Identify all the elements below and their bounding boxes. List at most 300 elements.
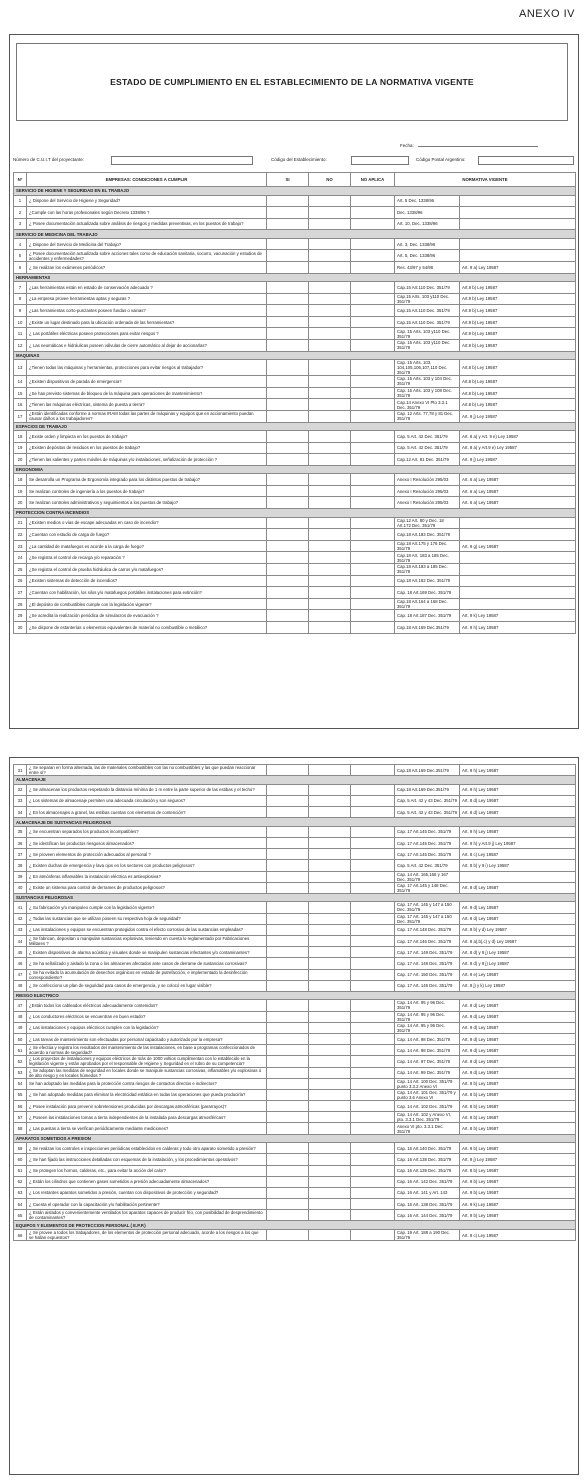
table-row bbox=[14, 1199, 576, 1210]
normativa-law: Art. 9 h) y Art.9 j) Ley 19587 bbox=[460, 837, 576, 848]
no-checkbox-cell[interactable] bbox=[309, 250, 351, 262]
no-checkbox-cell[interactable] bbox=[309, 195, 351, 207]
si-checkbox-cell[interactable] bbox=[267, 882, 309, 893]
table-row bbox=[14, 552, 576, 564]
si-checkbox-cell[interactable] bbox=[267, 1067, 309, 1078]
si-checkbox-cell[interactable] bbox=[267, 837, 309, 848]
no-aplica-checkbox-cell[interactable] bbox=[351, 540, 395, 552]
normativa-decree: Anexo VI pto. 3.3.1 Dec. 351/79 bbox=[395, 1123, 460, 1134]
no-checkbox-cell[interactable] bbox=[309, 485, 351, 497]
no-checkbox-cell[interactable] bbox=[309, 587, 351, 599]
si-checkbox-cell[interactable] bbox=[267, 305, 309, 317]
si-checkbox-cell[interactable] bbox=[267, 795, 309, 806]
no-aplica-checkbox-cell[interactable] bbox=[351, 765, 395, 776]
no-aplica-checkbox-cell[interactable] bbox=[351, 1000, 395, 1011]
table-row bbox=[14, 913, 576, 924]
no-checkbox-cell[interactable] bbox=[309, 328, 351, 340]
row-number: 45 bbox=[14, 947, 27, 958]
date-field[interactable] bbox=[400, 143, 538, 148]
si-checkbox-cell[interactable] bbox=[267, 540, 309, 552]
no-checkbox-cell[interactable] bbox=[309, 474, 351, 486]
postal-input[interactable] bbox=[478, 156, 574, 165]
condition-text: ¿Se dispone de estanterías o elementos equivalentes de material no combustible o metálico? bbox=[27, 621, 267, 633]
no-checkbox-cell[interactable] bbox=[309, 1199, 351, 1210]
table-row bbox=[14, 340, 576, 352]
normativa-decree: Cap. 14 Art. 101 Dec. 351/79 y punto 3.6 Anexo VI bbox=[395, 1089, 460, 1100]
si-checkbox-cell[interactable] bbox=[267, 958, 309, 969]
no-checkbox-cell[interactable] bbox=[309, 552, 351, 564]
normativa-law: Art. 8 b) Ley 19587 bbox=[460, 1101, 576, 1112]
no-aplica-checkbox-cell[interactable] bbox=[351, 316, 395, 328]
no-aplica-checkbox-cell[interactable] bbox=[351, 340, 395, 352]
table-row bbox=[14, 1210, 576, 1221]
date-line[interactable] bbox=[418, 146, 538, 147]
normativa-decree: Cap.18 Art.169 Dec.351/79 bbox=[395, 765, 460, 776]
no-aplica-checkbox-cell[interactable] bbox=[351, 1199, 395, 1210]
no-checkbox-cell[interactable] bbox=[309, 784, 351, 795]
row-number: 48 bbox=[14, 980, 27, 991]
no-checkbox-cell[interactable] bbox=[309, 207, 351, 219]
col-no-aplica: NO APLICA bbox=[351, 173, 395, 187]
no-aplica-checkbox-cell[interactable] bbox=[351, 587, 395, 599]
no-aplica-checkbox-cell[interactable] bbox=[351, 485, 395, 497]
si-checkbox-cell[interactable] bbox=[267, 497, 309, 509]
no-aplica-checkbox-cell[interactable] bbox=[351, 575, 395, 587]
si-checkbox-cell[interactable] bbox=[267, 1210, 309, 1221]
si-checkbox-cell[interactable] bbox=[267, 218, 309, 230]
no-aplica-checkbox-cell[interactable] bbox=[351, 935, 395, 946]
no-aplica-checkbox-cell[interactable] bbox=[351, 947, 395, 958]
si-checkbox-cell[interactable] bbox=[267, 1165, 309, 1176]
si-checkbox-cell[interactable] bbox=[267, 442, 309, 454]
normativa-law: Art. 9 j) y k) Ley 19587 bbox=[460, 980, 576, 991]
no-checkbox-cell[interactable] bbox=[309, 1176, 351, 1187]
si-checkbox-cell[interactable] bbox=[267, 316, 309, 328]
normativa-law: Art. 8 b) y 9 i) Ley 19587 bbox=[460, 860, 576, 871]
no-aplica-checkbox-cell[interactable] bbox=[351, 328, 395, 340]
row-number: 18 bbox=[14, 431, 27, 443]
no-checkbox-cell[interactable] bbox=[309, 218, 351, 230]
si-checkbox-cell[interactable] bbox=[267, 1078, 309, 1089]
normativa-decree: Cap.12 Art. 81 Dec. 351/79 bbox=[395, 454, 460, 466]
si-checkbox-cell[interactable] bbox=[267, 1199, 309, 1210]
no-checkbox-cell[interactable] bbox=[309, 598, 351, 610]
si-checkbox-cell[interactable] bbox=[267, 913, 309, 924]
si-checkbox-cell[interactable] bbox=[267, 1176, 309, 1187]
no-aplica-checkbox-cell[interactable] bbox=[351, 826, 395, 837]
no-checkbox-cell[interactable] bbox=[309, 1033, 351, 1044]
no-checkbox-cell[interactable] bbox=[309, 924, 351, 935]
no-aplica-checkbox-cell[interactable] bbox=[351, 238, 395, 250]
no-checkbox-cell[interactable] bbox=[309, 621, 351, 633]
no-aplica-checkbox-cell[interactable] bbox=[351, 1123, 395, 1134]
no-aplica-checkbox-cell[interactable] bbox=[351, 1101, 395, 1112]
si-checkbox-cell[interactable] bbox=[267, 902, 309, 913]
normativa-law: Art. 9 h) Ley 19587 bbox=[460, 621, 576, 633]
no-aplica-checkbox-cell[interactable] bbox=[351, 902, 395, 913]
no-aplica-checkbox-cell[interactable] bbox=[351, 410, 395, 422]
si-checkbox-cell[interactable] bbox=[267, 1000, 309, 1011]
no-checkbox-cell[interactable] bbox=[309, 980, 351, 991]
no-checkbox-cell[interactable] bbox=[309, 610, 351, 622]
no-aplica-checkbox-cell[interactable] bbox=[351, 261, 395, 273]
no-aplica-checkbox-cell[interactable] bbox=[351, 1143, 395, 1154]
table-row bbox=[14, 497, 576, 509]
no-aplica-checkbox-cell[interactable] bbox=[351, 293, 395, 305]
no-aplica-checkbox-cell[interactable] bbox=[351, 1011, 395, 1022]
no-checkbox-cell[interactable] bbox=[309, 871, 351, 882]
no-aplica-checkbox-cell[interactable] bbox=[351, 1033, 395, 1044]
table-row bbox=[14, 282, 576, 294]
normativa-decree: Cap. 18 Art.187 Dec. 351/79 bbox=[395, 610, 460, 622]
no-checkbox-cell[interactable] bbox=[309, 360, 351, 376]
no-checkbox-cell[interactable] bbox=[309, 1000, 351, 1011]
no-checkbox-cell[interactable] bbox=[309, 376, 351, 388]
si-checkbox-cell[interactable] bbox=[267, 1045, 309, 1056]
si-checkbox-cell[interactable] bbox=[267, 485, 309, 497]
no-aplica-checkbox-cell[interactable] bbox=[351, 610, 395, 622]
no-checkbox-cell[interactable] bbox=[309, 305, 351, 317]
no-checkbox-cell[interactable] bbox=[309, 282, 351, 294]
no-checkbox-cell[interactable] bbox=[309, 969, 351, 980]
normativa-decree: Cap. 5 Art. 42 y 43 Dec. 351/79 bbox=[395, 807, 460, 818]
condition-text: ¿ Se ha evitado la acumulación de desechos orgánicos en estado de putrefacción, e implementado la desinfección correspondiente? bbox=[27, 969, 267, 980]
no-aplica-checkbox-cell[interactable] bbox=[351, 1067, 395, 1078]
row-number: 4 bbox=[14, 238, 27, 250]
table-row bbox=[14, 485, 576, 497]
row-number: 41 bbox=[14, 902, 27, 913]
si-checkbox-cell[interactable] bbox=[267, 849, 309, 860]
si-checkbox-cell[interactable] bbox=[267, 340, 309, 352]
no-aplica-checkbox-cell[interactable] bbox=[351, 795, 395, 806]
no-checkbox-cell[interactable] bbox=[309, 882, 351, 893]
no-checkbox-cell[interactable] bbox=[309, 1011, 351, 1022]
table-row bbox=[14, 442, 576, 454]
si-checkbox-cell[interactable] bbox=[267, 621, 309, 633]
no-checkbox-cell[interactable] bbox=[309, 849, 351, 860]
si-checkbox-cell[interactable] bbox=[267, 1056, 309, 1067]
no-checkbox-cell[interactable] bbox=[309, 826, 351, 837]
normativa-law: Art. 9 d) Ley 19587 bbox=[460, 1022, 576, 1033]
condition-text: ¿ Se encuentran separados los productos incompatibles? bbox=[27, 826, 267, 837]
si-checkbox-cell[interactable] bbox=[267, 807, 309, 818]
si-checkbox-cell[interactable] bbox=[267, 195, 309, 207]
normativa-law bbox=[460, 218, 576, 230]
no-aplica-checkbox-cell[interactable] bbox=[351, 882, 395, 893]
si-checkbox-cell[interactable] bbox=[267, 610, 309, 622]
no-checkbox-cell[interactable] bbox=[309, 442, 351, 454]
si-checkbox-cell[interactable] bbox=[267, 1089, 309, 1100]
si-checkbox-cell[interactable] bbox=[267, 1187, 309, 1198]
normativa-law: Art. 8 d) Ley 19587 bbox=[460, 807, 576, 818]
si-checkbox-cell[interactable] bbox=[267, 261, 309, 273]
row-number: 40 bbox=[14, 882, 27, 893]
no-aplica-checkbox-cell[interactable] bbox=[351, 1154, 395, 1165]
condition-text: ¿ Se adoptan las medidas de seguridad en locales donde se manipule sustancias corrosivas, inflamables y/o explosivas ó de alto riesgo y en locales húmedos ? bbox=[27, 1067, 267, 1078]
no-aplica-checkbox-cell[interactable] bbox=[351, 1056, 395, 1067]
no-checkbox-cell[interactable] bbox=[309, 1187, 351, 1198]
establishment-input[interactable] bbox=[351, 156, 409, 165]
no-aplica-checkbox-cell[interactable] bbox=[351, 360, 395, 376]
no-checkbox-cell[interactable] bbox=[309, 1112, 351, 1123]
no-aplica-checkbox-cell[interactable] bbox=[351, 563, 395, 575]
no-checkbox-cell[interactable] bbox=[309, 517, 351, 529]
row-number: 8 bbox=[14, 293, 27, 305]
title-box bbox=[16, 43, 568, 121]
row-number: 22 bbox=[14, 529, 27, 541]
si-checkbox-cell[interactable] bbox=[267, 474, 309, 486]
normativa-decree: Cap. 17 Art. 145 Dec. 351/79 bbox=[395, 980, 460, 991]
normativa-law: Art. 8 d) y 9 j) Ley 19587 bbox=[460, 947, 576, 958]
normativa-decree: Cap. 17 Art. 148 Dec. 351/79 bbox=[395, 958, 460, 969]
no-checkbox-cell[interactable] bbox=[309, 454, 351, 466]
no-aplica-checkbox-cell[interactable] bbox=[351, 529, 395, 541]
no-checkbox-cell[interactable] bbox=[309, 1143, 351, 1154]
condition-text: ¿El depósito de combustibles cumple con la legislación vigente? bbox=[27, 598, 267, 610]
no-checkbox-cell[interactable] bbox=[309, 238, 351, 250]
no-aplica-checkbox-cell[interactable] bbox=[351, 207, 395, 219]
row-number: 27 bbox=[14, 587, 27, 599]
condition-text: ¿ Están aislados y convenientemente ventilados los aparatos capaces de producir frío, con posibilidad de desprendimiento de contaminantes? bbox=[27, 1210, 267, 1221]
no-aplica-checkbox-cell[interactable] bbox=[351, 250, 395, 262]
no-checkbox-cell[interactable] bbox=[309, 387, 351, 399]
normativa-decree: Cap. 14 Art. 95 y 96 Dec. 351/79 bbox=[395, 1011, 460, 1022]
si-checkbox-cell[interactable] bbox=[267, 826, 309, 837]
no-aplica-checkbox-cell[interactable] bbox=[351, 376, 395, 388]
no-checkbox-cell[interactable] bbox=[309, 795, 351, 806]
si-checkbox-cell[interactable] bbox=[267, 410, 309, 422]
no-checkbox-cell[interactable] bbox=[309, 340, 351, 352]
no-aplica-checkbox-cell[interactable] bbox=[351, 958, 395, 969]
no-aplica-checkbox-cell[interactable] bbox=[351, 442, 395, 454]
si-checkbox-cell[interactable] bbox=[267, 1101, 309, 1112]
condition-text: ¿ Los proyectos de instalaciones y equipos eléctricos de más de 1000 voltios cumplimentan con lo establecido en la legislación vigente y están aprobados por el responsable de Higiene y Seguridad en el rubro de su competencia? bbox=[27, 1056, 267, 1067]
no-checkbox-cell[interactable] bbox=[309, 913, 351, 924]
normativa-decree: Cap.18 Art.169 Dec.351/79 bbox=[395, 784, 460, 795]
normativa-decree: Cap.18 Art.182 Dec. 351/79 bbox=[395, 575, 460, 587]
table-row bbox=[14, 1011, 576, 1022]
si-checkbox-cell[interactable] bbox=[267, 282, 309, 294]
table-row bbox=[14, 376, 576, 388]
normativa-law: Art. 9 k) Ley 19587 bbox=[460, 1199, 576, 1210]
condition-text: ¿Cuentan con estudio de carga de fuego? bbox=[27, 529, 267, 541]
condition-text: ¿ En atmósferas inflamables la instalación eléctrica es antiexplosiva? bbox=[27, 871, 267, 882]
si-checkbox-cell[interactable] bbox=[267, 399, 309, 411]
si-checkbox-cell[interactable] bbox=[267, 575, 309, 587]
no-aplica-checkbox-cell[interactable] bbox=[351, 1078, 395, 1089]
no-aplica-checkbox-cell[interactable] bbox=[351, 969, 395, 980]
no-checkbox-cell[interactable] bbox=[309, 293, 351, 305]
no-checkbox-cell[interactable] bbox=[309, 1154, 351, 1165]
si-checkbox-cell[interactable] bbox=[267, 563, 309, 575]
table-row bbox=[14, 1112, 576, 1123]
no-checkbox-cell[interactable] bbox=[309, 1056, 351, 1067]
no-aplica-checkbox-cell[interactable] bbox=[351, 621, 395, 633]
no-aplica-checkbox-cell[interactable] bbox=[351, 1112, 395, 1123]
no-aplica-checkbox-cell[interactable] bbox=[351, 924, 395, 935]
condition-text: ¿ Los conductores eléctricos se encuentran en buen estado? bbox=[27, 1011, 267, 1022]
no-aplica-checkbox-cell[interactable] bbox=[351, 1022, 395, 1033]
no-aplica-checkbox-cell[interactable] bbox=[351, 474, 395, 486]
si-checkbox-cell[interactable] bbox=[267, 238, 309, 250]
no-aplica-checkbox-cell[interactable] bbox=[351, 784, 395, 795]
row-number: 24 bbox=[14, 552, 27, 564]
no-aplica-checkbox-cell[interactable] bbox=[351, 849, 395, 860]
no-aplica-checkbox-cell[interactable] bbox=[351, 399, 395, 411]
no-checkbox-cell[interactable] bbox=[309, 563, 351, 575]
no-aplica-checkbox-cell[interactable] bbox=[351, 218, 395, 230]
condition-text: ¿ Se fabrican, depositan o manipulan sustancias explosivas, teniendo en cuenta lo reglamentado por Fabricaciones Militares ? bbox=[27, 935, 267, 946]
form-page-2 bbox=[9, 757, 579, 1475]
no-checkbox-cell[interactable] bbox=[309, 1229, 351, 1240]
si-checkbox-cell[interactable] bbox=[267, 1143, 309, 1154]
si-checkbox-cell[interactable] bbox=[267, 587, 309, 599]
table-row bbox=[14, 1022, 576, 1033]
no-aplica-checkbox-cell[interactable] bbox=[351, 598, 395, 610]
si-checkbox-cell[interactable] bbox=[267, 207, 309, 219]
no-checkbox-cell[interactable] bbox=[309, 1123, 351, 1134]
si-checkbox-cell[interactable] bbox=[267, 360, 309, 376]
si-checkbox-cell[interactable] bbox=[267, 1154, 309, 1165]
si-checkbox-cell[interactable] bbox=[267, 1229, 309, 1240]
no-aplica-checkbox-cell[interactable] bbox=[351, 1210, 395, 1221]
normativa-decree: Cap. 17 Art.145 y 148 Dec. 351/79 bbox=[395, 882, 460, 893]
no-aplica-checkbox-cell[interactable] bbox=[351, 837, 395, 848]
no-aplica-checkbox-cell[interactable] bbox=[351, 1045, 395, 1056]
no-checkbox-cell[interactable] bbox=[309, 410, 351, 422]
condition-text: ¿ Existe un sistema para control de derrames de productos peligrosos? bbox=[27, 882, 267, 893]
si-checkbox-cell[interactable] bbox=[267, 293, 309, 305]
no-checkbox-cell[interactable] bbox=[309, 765, 351, 776]
no-checkbox-cell[interactable] bbox=[309, 540, 351, 552]
no-checkbox-cell[interactable] bbox=[309, 575, 351, 587]
si-checkbox-cell[interactable] bbox=[267, 784, 309, 795]
no-aplica-checkbox-cell[interactable] bbox=[351, 913, 395, 924]
si-checkbox-cell[interactable] bbox=[267, 376, 309, 388]
si-checkbox-cell[interactable] bbox=[267, 1022, 309, 1033]
condition-text: ¿Las herramientas corto-punzantes poseen fundas o vainas? bbox=[27, 305, 267, 317]
si-checkbox-cell[interactable] bbox=[267, 529, 309, 541]
normativa-decree: Cap. 14 Art. 102 y Anexo VI, pto. 3.3.1 Dec. 351/79 bbox=[395, 1112, 460, 1123]
si-checkbox-cell[interactable] bbox=[267, 328, 309, 340]
table-row bbox=[14, 1101, 576, 1112]
table-row bbox=[14, 621, 576, 633]
row-number: 47 bbox=[14, 969, 27, 980]
row-number: 38 bbox=[14, 860, 27, 871]
no-aplica-checkbox-cell[interactable] bbox=[351, 552, 395, 564]
no-aplica-checkbox-cell[interactable] bbox=[351, 807, 395, 818]
no-checkbox-cell[interactable] bbox=[309, 1210, 351, 1221]
si-checkbox-cell[interactable] bbox=[267, 387, 309, 399]
row-number: 44 bbox=[14, 935, 27, 946]
row-number: 36 bbox=[14, 837, 27, 848]
si-checkbox-cell[interactable] bbox=[267, 517, 309, 529]
si-checkbox-cell[interactable] bbox=[267, 598, 309, 610]
normativa-law bbox=[460, 238, 576, 250]
no-aplica-checkbox-cell[interactable] bbox=[351, 454, 395, 466]
no-aplica-checkbox-cell[interactable] bbox=[351, 980, 395, 991]
condition-text: ¿Existe un lugar destinado para la ubicación ordenada de las herramientas? bbox=[27, 316, 267, 328]
no-aplica-checkbox-cell[interactable] bbox=[351, 282, 395, 294]
no-checkbox-cell[interactable] bbox=[309, 837, 351, 848]
no-checkbox-cell[interactable] bbox=[309, 399, 351, 411]
no-aplica-checkbox-cell[interactable] bbox=[351, 1187, 395, 1198]
no-checkbox-cell[interactable] bbox=[309, 497, 351, 509]
si-checkbox-cell[interactable] bbox=[267, 871, 309, 882]
no-checkbox-cell[interactable] bbox=[309, 902, 351, 913]
si-checkbox-cell[interactable] bbox=[267, 947, 309, 958]
no-aplica-checkbox-cell[interactable] bbox=[351, 1089, 395, 1100]
si-checkbox-cell[interactable] bbox=[267, 935, 309, 946]
no-checkbox-cell[interactable] bbox=[309, 1078, 351, 1089]
no-aplica-checkbox-cell[interactable] bbox=[351, 431, 395, 443]
no-checkbox-cell[interactable] bbox=[309, 1067, 351, 1078]
no-checkbox-cell[interactable] bbox=[309, 807, 351, 818]
no-aplica-checkbox-cell[interactable] bbox=[351, 387, 395, 399]
no-aplica-checkbox-cell[interactable] bbox=[351, 871, 395, 882]
si-checkbox-cell[interactable] bbox=[267, 860, 309, 871]
si-checkbox-cell[interactable] bbox=[267, 250, 309, 262]
normativa-law: Art. 8 a),b),c) y d) Ley 19587 bbox=[460, 935, 576, 946]
row-number: 19 bbox=[14, 485, 27, 497]
si-checkbox-cell[interactable] bbox=[267, 765, 309, 776]
si-checkbox-cell[interactable] bbox=[267, 969, 309, 980]
no-checkbox-cell[interactable] bbox=[309, 1022, 351, 1033]
si-checkbox-cell[interactable] bbox=[267, 454, 309, 466]
si-checkbox-cell[interactable] bbox=[267, 552, 309, 564]
no-checkbox-cell[interactable] bbox=[309, 935, 351, 946]
no-aplica-checkbox-cell[interactable] bbox=[351, 1229, 395, 1240]
normativa-law: Art. 6 a) Ley 19587 bbox=[460, 474, 576, 486]
no-checkbox-cell[interactable] bbox=[309, 1045, 351, 1056]
table-row bbox=[14, 1229, 576, 1240]
no-checkbox-cell[interactable] bbox=[309, 431, 351, 443]
no-checkbox-cell[interactable] bbox=[309, 316, 351, 328]
table-row bbox=[14, 207, 576, 219]
no-aplica-checkbox-cell[interactable] bbox=[351, 497, 395, 509]
si-checkbox-cell[interactable] bbox=[267, 431, 309, 443]
no-checkbox-cell[interactable] bbox=[309, 1101, 351, 1112]
si-checkbox-cell[interactable] bbox=[267, 980, 309, 991]
no-checkbox-cell[interactable] bbox=[309, 529, 351, 541]
si-checkbox-cell[interactable] bbox=[267, 1112, 309, 1123]
si-checkbox-cell[interactable] bbox=[267, 1011, 309, 1022]
si-checkbox-cell[interactable] bbox=[267, 1033, 309, 1044]
no-checkbox-cell[interactable] bbox=[309, 947, 351, 958]
si-checkbox-cell[interactable] bbox=[267, 924, 309, 935]
no-aplica-checkbox-cell[interactable] bbox=[351, 1165, 395, 1176]
normativa-law: Art. 9 d) Ley 19587 bbox=[460, 1056, 576, 1067]
no-checkbox-cell[interactable] bbox=[309, 1165, 351, 1176]
no-checkbox-cell[interactable] bbox=[309, 1089, 351, 1100]
compliance-table-2 bbox=[13, 764, 576, 1241]
cuit-input[interactable] bbox=[111, 156, 253, 165]
condition-text: ¿Las herramientas están en estado de conservación adecuado ? bbox=[27, 282, 267, 294]
section-title: ALMACENAJE bbox=[14, 776, 576, 785]
no-aplica-checkbox-cell[interactable] bbox=[351, 305, 395, 317]
row-number: 20 bbox=[14, 497, 27, 509]
no-checkbox-cell[interactable] bbox=[309, 860, 351, 871]
no-checkbox-cell[interactable] bbox=[309, 261, 351, 273]
normativa-decree: Cap. 15 Arts. 103 y 104 Dec. 351/79 bbox=[395, 376, 460, 388]
row-number: 30 bbox=[14, 621, 27, 633]
no-aplica-checkbox-cell[interactable] bbox=[351, 860, 395, 871]
no-aplica-checkbox-cell[interactable] bbox=[351, 1176, 395, 1187]
si-checkbox-cell[interactable] bbox=[267, 1123, 309, 1134]
no-aplica-checkbox-cell[interactable] bbox=[351, 517, 395, 529]
no-aplica-checkbox-cell[interactable] bbox=[351, 195, 395, 207]
no-checkbox-cell[interactable] bbox=[309, 958, 351, 969]
